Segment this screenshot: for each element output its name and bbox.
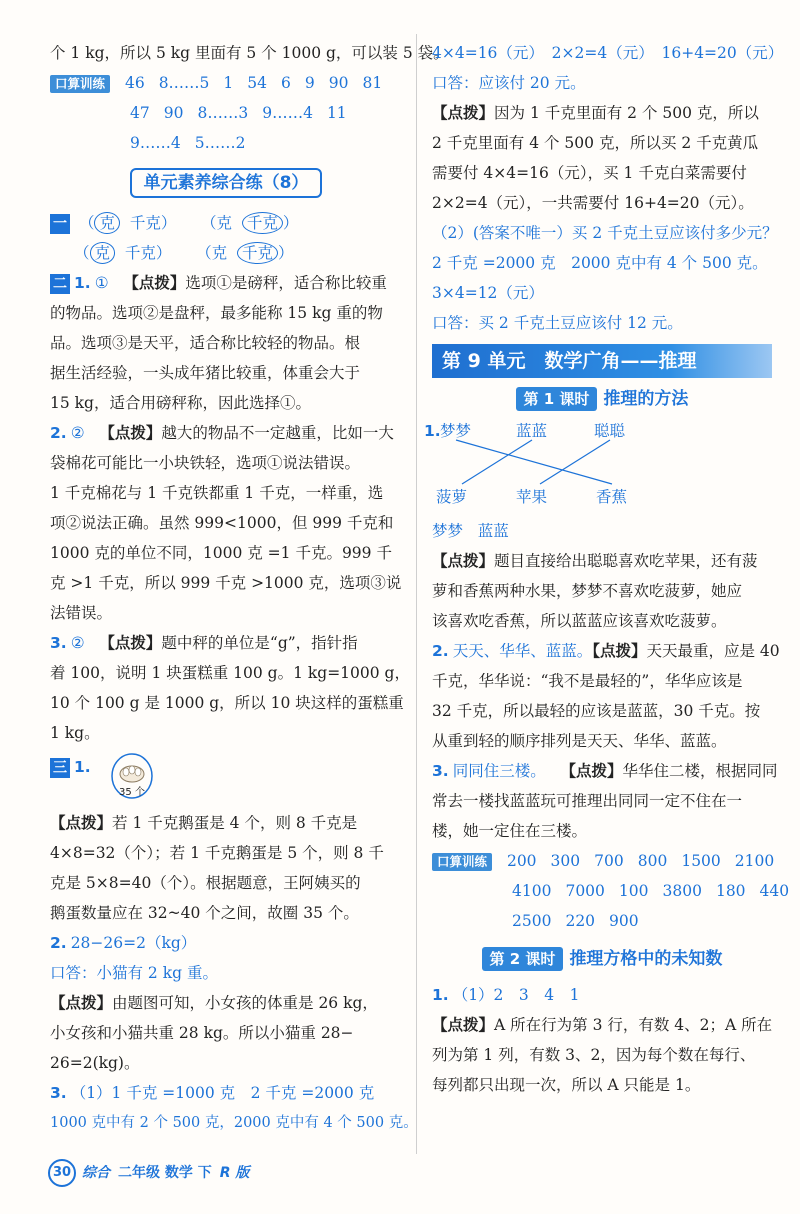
circled-answer: 千克 [237, 242, 278, 264]
kousuan-answer: 9……4 [262, 104, 313, 122]
lesson-1-header: 第 1 课时 推理的方法 [432, 384, 772, 414]
kousuan-answer: 300 [550, 852, 581, 870]
text-line: 克 >1 千克，所以 999 千克 >1000 克，选项③说 [50, 574, 402, 592]
egg-basket-icon [108, 752, 156, 816]
text-line: 千克，华华说：“我不是最轻的”，华华应该是 [432, 672, 743, 690]
text-line: 2 千克里面有 4 个 500 克，所以买 2 千克黄瓜 [432, 134, 759, 152]
q3-3: 3. （1）1 千克 =1000 克 2 千克 =2000 克 [50, 1084, 375, 1102]
circled-answer: 克 [90, 242, 116, 264]
column-divider [416, 34, 417, 1154]
kousuan-answer: 180 [715, 882, 746, 900]
text-line: 1000 克中有 2 个 500 克，2000 克中有 4 个 500 克。 [50, 1115, 418, 1131]
text-line: 32 千克，所以最轻的应该是蓝蓝，30 千克。按 [432, 702, 761, 720]
q3-1-tip: 【点拨】若 1 千克鹅蛋是 4 个，则 8 千克是 [50, 814, 358, 832]
q2-2: 2. ② 【点拨】越大的物品不一定越重，比如一大 [50, 424, 394, 442]
text-line: 每列都只出现一次，所以 A 只能是 1。 [432, 1076, 701, 1094]
kousuan-answer: 11 [326, 104, 347, 122]
text-line: 15 kg，适合用磅秤称，因此选择①。 [50, 394, 311, 412]
q3-2-tip: 【点拨】由题图可知，小女孩的体重是 26 kg， [50, 994, 378, 1012]
kousuan-answer: 7000 [565, 882, 605, 900]
text-line: 1000 克的单位不同，1000 克 =1 千克。999 千 [50, 544, 392, 562]
kousuan-answer: 200 [506, 852, 537, 870]
kousuan-answer: 2500 [512, 912, 552, 930]
kousuan-answer: 3800 [662, 882, 702, 900]
kousuan-answer: 6 [281, 74, 291, 92]
q2: 2. 天天、华华、蓝蓝。【点拨】天天最重，应是 40 [432, 642, 780, 660]
text-line: 2 千克 =2000 克 2000 克中有 4 个 500 克。 [432, 254, 768, 272]
kousuan-answer: 90 [328, 74, 349, 92]
kousuan-answer: 100 [618, 882, 649, 900]
lesson-2-header: 第 2 课时 推理方格中的未知数 [432, 944, 772, 974]
text-line: 2×2=4（元），一共需要付 16+4=20（元）。 [432, 194, 754, 212]
part2-marker: 二 [50, 274, 70, 294]
text-line: 品。选项③是天平，适合称比较轻的物品。根 [50, 334, 361, 352]
q4: 1. （1）2 3 4 1 [432, 986, 580, 1004]
text-line: 10 个 100 g 是 1000 g，所以 10 块这样的蛋糕重 [50, 694, 404, 712]
matching-diagram: 1. 梦梦 蓝蓝 聪聪 菠萝 苹果 香蕉 [432, 416, 772, 516]
kousuan2-row-3 [432, 906, 772, 936]
unit-banner: 第 9 单元 数学广角——推理 [432, 344, 772, 378]
text-line: 克是 5×8=40（个）。根据题意，王阿姨买的 [50, 874, 361, 892]
fruit-apple: 苹果 [516, 488, 548, 506]
part1-marker: 一 [50, 214, 70, 234]
kousuan-answer: 700 [594, 852, 624, 870]
kousuan-answer: 1500 [681, 852, 721, 870]
text-line: 楼，她一定住在三楼。 [432, 822, 588, 840]
kousuan-answer: 8……5 [158, 74, 210, 92]
q1-tip: 【点拨】题目直接给出聪聪喜欢吃苹果，还有菠 [432, 552, 758, 570]
text-line: 从重到轻的顺序排列是天天、华华、蓝蓝。 [432, 732, 727, 750]
name-mengmeng: 梦梦 [440, 422, 472, 440]
text-line: 4×8=32（个）；若 1 千克鹅蛋是 5 个，则 8 千 [50, 844, 384, 862]
kousuan-answer: 9……4 [130, 134, 181, 152]
kousuan-numbers [125, 74, 396, 92]
calc-line: 4×4=16（元） 2×2=4（元） 16+4=20（元） [432, 44, 784, 62]
text-line: （2）(答案不唯一）买 2 千克土豆应该付多少元？ [432, 224, 778, 242]
answer-line: 口答：应该付 20 元。 [432, 74, 586, 92]
q3-1: 三 1. 35 个 [50, 752, 402, 808]
kousuan2-row-2 [432, 876, 790, 906]
text-line: 3×4=12（元） [432, 284, 544, 302]
brand-logo: 综合 [82, 1165, 110, 1181]
tip1: 【点拨】因为 1 千克里面有 2 个 500 克，所以 [432, 104, 759, 122]
circled-answer: 克 [94, 212, 120, 234]
kousuan-answer: 800 [637, 852, 668, 870]
text-line: 的物品。选项②是盘秤，最多能称 15 kg 重的物 [50, 304, 383, 322]
kousuan-answer: 81 [362, 74, 383, 92]
q2-3: 3. ② 【点拨】题中秤的单位是“g”，指针指 [50, 634, 358, 652]
q3: 3. 同同住三楼。 【点拨】华华住二楼，根据同同 [432, 762, 778, 780]
text-line: 项②说法正确。虽然 999<1000，但 999 千克和 [50, 514, 394, 532]
edition-label: R 版 [219, 1165, 250, 1181]
kousuan-answer: 1 [223, 74, 234, 92]
kousuan-row-3 [50, 128, 402, 158]
q4-tip: 【点拨】A 所在行为第 3 行，有数 4、2；A 所在 [432, 1016, 773, 1034]
text-line: 袋棉花可能比一小块铁轻，选项①说法错误。 [50, 454, 361, 472]
text-line: 常去一楼找蓝蓝玩可推理出同同一定不住在一 [432, 792, 743, 810]
name-lanlan: 蓝蓝 [516, 422, 548, 440]
text-line: 需要付 4×4=16（元），买 1 千克白菜需要付 [432, 164, 747, 182]
text-line: 据生活经验，一头成年猪比较重，体重会大于 [50, 364, 361, 382]
kousuan-answer: 90 [163, 104, 184, 122]
page-number: 30 [48, 1159, 76, 1187]
kousuan-answer: 900 [609, 912, 639, 930]
q1-answer: 梦梦 蓝蓝 [432, 522, 509, 540]
text-line: 1 kg。 [50, 724, 100, 742]
right-column [424, 38, 790, 1100]
fruit-banana: 香蕉 [596, 488, 628, 506]
q2-1: 二 1. ① 【点拨】选项①是磅秤，适合称比较重 [50, 268, 402, 298]
kousuan2-row-1 [432, 846, 775, 876]
kousuan-answer: 2100 [734, 852, 775, 870]
q3-2: 2. 28−26=2（kg） [50, 934, 197, 952]
kousuan-row-2 [50, 98, 402, 128]
matching-lines [432, 416, 772, 516]
text-line: 法错误。 [50, 604, 113, 622]
kousuan-answer: 4100 [512, 882, 552, 900]
kousuan-row-1 [50, 68, 402, 98]
page-footer [48, 1158, 249, 1188]
kousuan-tag-2: 口算训练 [432, 853, 492, 871]
kousuan-answer: 54 [247, 74, 268, 92]
kousuan-answer: 46 [124, 74, 145, 92]
text-line: 小女孩和小猫共重 28 kg。所以小猫重 28− [50, 1024, 354, 1042]
section-title: 单元素养综合练（8） [50, 168, 402, 198]
text-line: 26=2(kg)。 [50, 1054, 140, 1072]
answer-line: 口答：小猫有 2 kg 重。 [50, 964, 218, 982]
part1-row1: 一 （ 克 千克） （克 千克 ） [50, 208, 402, 238]
kousuan2-numbers [507, 852, 788, 870]
grade-label: 二年级 数学 下 [118, 1165, 212, 1181]
fruit-pineapple: 菠萝 [436, 488, 468, 506]
part1-row2: （ 克 千克） （克 千克 ） [74, 244, 294, 262]
egg-label: 35 个 [118, 787, 145, 798]
text-line: 鹅蛋数量应在 32~40 个之间，故圈 35 个。 [50, 904, 359, 922]
text-line: 口答：买 2 千克土豆应该付 12 元。 [432, 314, 683, 332]
kousuan-answer: 8……3 [197, 104, 249, 122]
text-line: 萝和香蕉两种水果，梦梦不喜欢吃菠萝，她应 [432, 582, 743, 600]
kousuan-answer: 440 [759, 882, 790, 900]
kousuan-answer: 9 [304, 74, 315, 92]
text-line: 着 100，说明 1 块蛋糕重 100 g。1 kg=1000 g， [50, 664, 410, 682]
name-congcong: 聪聪 [594, 422, 626, 440]
kousuan-tag: 口算训练 [50, 75, 110, 93]
left-column [50, 38, 449, 1138]
text-line: 该喜欢吃香蕉，所以蓝蓝应该喜欢吃菠萝。 [432, 612, 727, 630]
part3-marker: 三 [50, 758, 70, 778]
text-line: 列为第 1 列，有数 3、2，因为每个数在每行、 [432, 1046, 756, 1064]
text-line: 1 千克棉花与 1 千克铁都重 1 千克，一样重，选 [50, 484, 384, 502]
kousuan-answer: 220 [565, 912, 596, 930]
kousuan-answer: 5……2 [194, 134, 246, 152]
circled-answer: 千克 [242, 212, 283, 234]
intro-line: 个 1 kg，所以 5 kg 里面有 5 个 1000 g，可以装 5 袋。 [50, 44, 449, 62]
kousuan-answer: 47 [130, 104, 150, 122]
